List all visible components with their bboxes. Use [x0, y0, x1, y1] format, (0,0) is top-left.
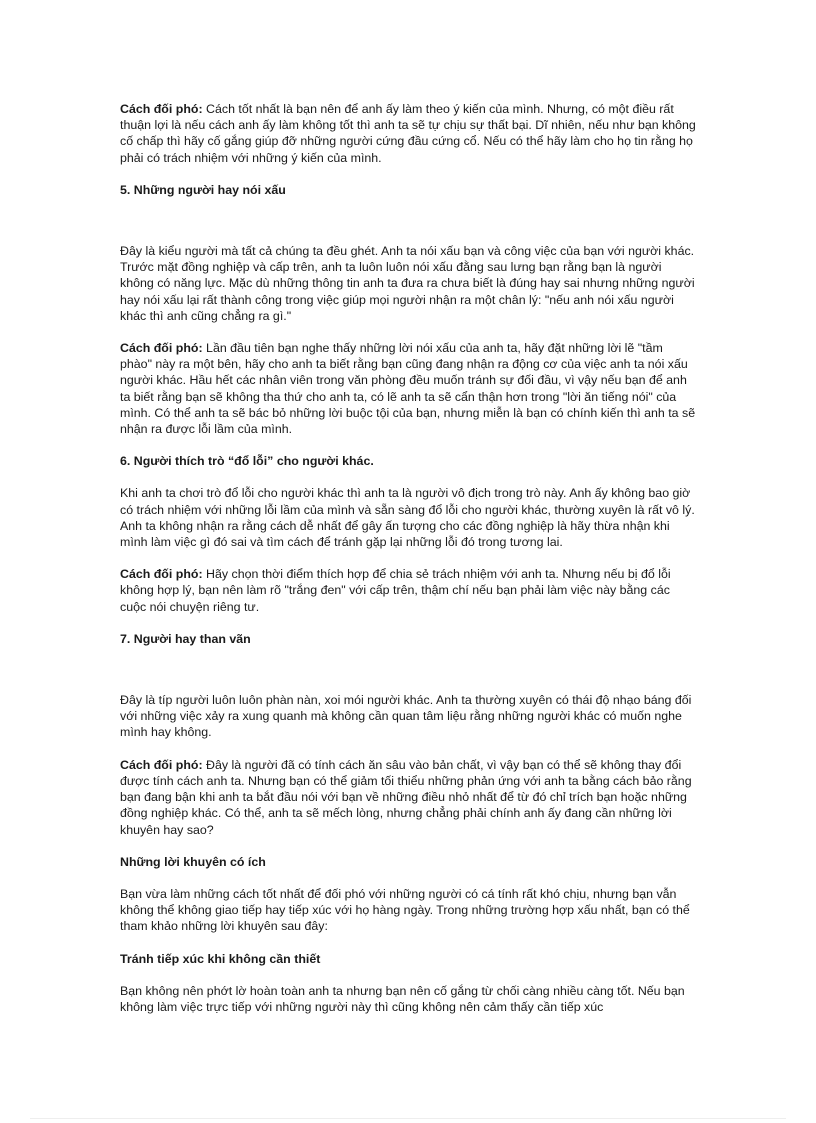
- paragraph-text: Khi anh ta chơi trò đổ lỗi cho người khác thì anh ta là người vô địch trong trò này. Anh ấy không bao giờ có trách nhiệm với những lỗi lầm của mình và sẵn sàng đổ lỗi cho người khác, thường xuyên là rất vô lý. Anh ta không nhận ra rằng cách dễ nhất để gây ấn tượng cho các đồng nghiệp là hãy thừa nhận khi mình làm việc gì đó sai và tìm cách để tránh gặp lại những lỗi đó trong tương lai.: [120, 486, 695, 550]
- paragraph-text: Bạn không nên phớt lờ hoàn toàn anh ta nhưng bạn nên cố gắng từ chối càng nhiều càng tốt. Nếu bạn không làm việc trực tiếp với những người này thì cũng không nên cảm thấy cần tiếp xúc: [120, 983, 685, 1014]
- body-paragraph: [120, 886, 698, 935]
- paragraph-text: Cách tốt nhất là bạn nên để anh ấy làm theo ý kiến của mình. Nhưng, có một điều rất thuận lợi là nếu cách anh ấy làm không tốt thì anh ta sẽ tự chịu sự thất bại. Dĩ nhiên, nếu như bạn không cố chấp thì hãy cố gắng giúp đỡ những người cứng đầu cứng cổ. Nếu có thể hãy làm cho họ tin rằng họ phải có trách nhiệm với những ý kiến của mình.: [120, 102, 696, 165]
- body-paragraph: [120, 983, 698, 1015]
- body-paragraph: [120, 243, 698, 324]
- paragraph-text: Hãy chọn thời điểm thích hợp để chia sẻ trách nhiệm với anh ta. Nhưng nếu bị đổ lỗi không hợp lý, bạn nên làm rõ "trắng đen" với cấp trên, thậm chí nếu bạn phải làm việc này bằng các cuộc nói chuyện riêng tư.: [120, 567, 671, 614]
- paragraph-label: Cách đối phó:: [120, 102, 203, 116]
- paragraph-text: Đây là típ người luôn luôn phàn nàn, xoi mói người khác. Anh ta thường xuyên có thái độ nhạo báng đối với những việc xảy ra xung quanh mà không cần quan tâm liệu rằng những người khác có muốn nghe mình hay không.: [120, 693, 692, 740]
- body-paragraph: [120, 485, 698, 550]
- paragraph-text: Đây là người đã có tính cách ăn sâu vào bản chất, vì vậy bạn có thể sẽ không thay đổi được tính cách anh ta. Nhưng bạn có thể giảm tối thiểu những phản ứng với anh ta bằng cách bảo rằng bạn đang bận khi anh ta bắt đầu nói với bạn về những điều nhỏ nhất để từ đó chỉ trích bạn hoặc những đồng nghiệp khác. Có thể, anh ta sẽ mếch lòng, nhưng chẳng phải chính anh ấy đang cần những lời khuyên hay sao?: [120, 757, 692, 837]
- section-heading: Tránh tiếp xúc khi không cần thiết: [120, 951, 321, 966]
- body-paragraph: [120, 101, 698, 166]
- paragraph-label: Cách đối phó:: [120, 567, 203, 582]
- paragraph-text: Lần đầu tiên bạn nghe thấy những lời nói xấu của anh ta, hãy đặt những lời lẽ "tầm phào" này ra một bên, hãy cho anh ta biết rằng bạn cũng đang nhận ra động cơ của việc anh ta nói xấu người khác. Hầu hết các nhân viên trong văn phòng đều muốn tránh sự đối đầu, vì vậy nếu bạn để anh ta biết rằng bạn sẽ không tha thứ cho anh ta, có lẽ anh ta sẽ cẩn thận hơn trong "lời ăn tiếng nói" của mình. Có thể anh ta sẽ bác bỏ những lời buộc tội của bạn, nhưng miễn là bạn có chính kiến thì anh ta sẽ nhận ra được lỗi lầm của mình.: [120, 341, 696, 437]
- paragraph-label: Cách đối phó:: [120, 757, 203, 772]
- body-paragraph: [120, 757, 698, 838]
- section-heading: 6. Người thích trò “đổ lỗi” cho người khác.: [120, 454, 374, 469]
- section-heading: Những lời khuyên có ích: [120, 854, 266, 869]
- section-heading: 5. Những người hay nói xấu: [120, 182, 286, 197]
- paragraph-text: Bạn vừa làm những cách tốt nhất để đối phó với những người có cá tính rất khó chịu, nhưng bạn vẫn không thể không giao tiếp hay tiếp xúc với họ hàng ngày. Trong những trường hợp xấu nhất, bạn có thể tham khảo những lời khuyên sau đây:: [120, 886, 690, 934]
- body-paragraph: [120, 340, 698, 437]
- paragraph-text: Đây là kiểu người mà tất cả chúng ta đều ghét. Anh ta nói xấu bạn và công việc của bạn với người khác. Trước mặt đồng nghiệp và cấp trên, anh ta luôn luôn nói xấu đằng sau lưng bạn rằng bạn là người không có năng lực. Mặc dù những thông tin anh ta đưa ra chưa biết là đúng hay sai nhưng những người hay nói xấu lại rất thành công trong việc giúp mọi người nhận ra một chân lý: "nếu anh nói xấu người khác thì anh cũng chẳng ra gì.": [120, 244, 695, 323]
- page-bottom-divider: [30, 1118, 786, 1119]
- body-paragraph: [120, 566, 698, 615]
- body-paragraph: [120, 692, 698, 741]
- document-body: [120, 101, 698, 1031]
- section-heading: 7. Người hay than vãn: [120, 631, 251, 646]
- paragraph-label: Cách đối phó:: [120, 341, 203, 356]
